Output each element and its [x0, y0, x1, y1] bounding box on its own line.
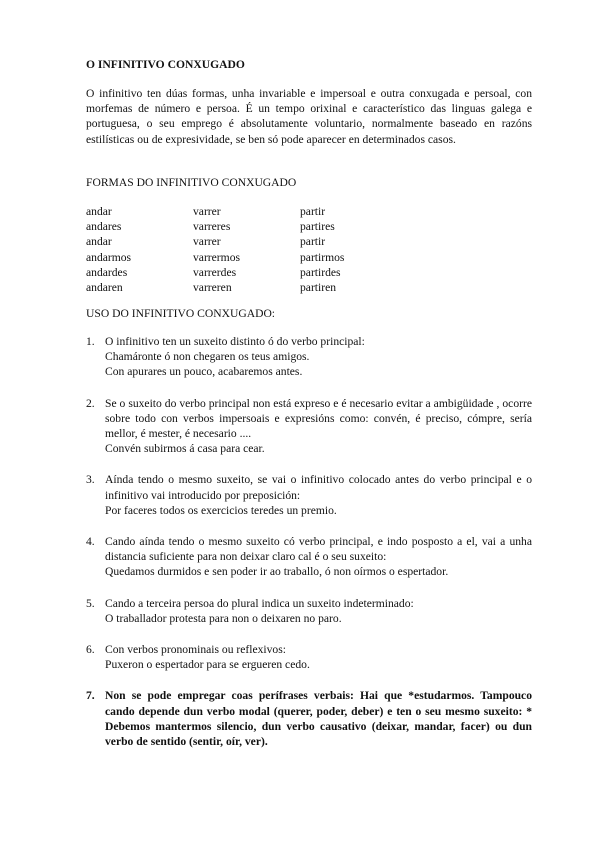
page-title: O INFINITIVO CONXUGADO — [86, 58, 245, 71]
use-example: Por faceres todos os exercicios teredes un premio. — [105, 503, 337, 517]
form-cell: varreres — [193, 220, 231, 234]
use-number: 5. — [86, 596, 95, 610]
form-cell: varrer — [193, 235, 221, 249]
forms-row — [86, 280, 344, 295]
forms-row — [86, 219, 344, 234]
form-cell: varrer — [193, 205, 221, 218]
use-number: 6. — [86, 643, 95, 657]
use-rule: Se o suxeito do verbo principal non está expreso e é necesario evitar a ambigüidade , ocorre sobre todo con verbos impersoais e expresións como: convén, é preciso, cómpre, sería mellor, é mester, é necesario .... — [105, 396, 532, 441]
form-cell: andaren — [86, 281, 123, 295]
use-example: Puxeron o espertador para se ergueren cedo. — [105, 658, 310, 672]
form-cell: partires — [300, 220, 335, 234]
form-cell: partirdes — [300, 265, 341, 279]
use-rule: O infinitivo ten un suxeito distinto ó do verbo principal: — [105, 335, 365, 348]
forms-row — [86, 250, 344, 265]
use-item — [86, 642, 532, 672]
use-rule: Non se pode empregar coas perífrases verbais: Hai que *estudarmos. Tampouco cando depende dun verbo modal (querer, poder, deber) e ten o seu mesmo suxeito: * Debemos mantermos silencio, dun verbo causativo (deixar, mandar, facer) ou dun verbo de sentido (sentir, oír, ver). — [105, 689, 532, 749]
form-cell: andarmos — [86, 250, 132, 264]
form-cell: partir — [300, 235, 326, 249]
use-rule: Aínda tendo o mesmo suxeito, se vai o infinitivo colocado antes do verbo principal e o infinitivo vai introducido por preposición: — [105, 473, 532, 502]
form-cell: andar — [86, 235, 112, 249]
form-cell: andares — [86, 220, 122, 234]
forms-row — [86, 234, 344, 249]
use-rule: Cando aínda tendo o mesmo suxeito có verbo principal, e indo posposto a el, vai a unha distancia suficiente para non deixar claro cal é o seu suxeito: — [105, 535, 532, 564]
use-example: O traballador protesta para non o deixaren no paro. — [105, 611, 342, 625]
uses-list — [86, 334, 532, 765]
form-cell: partiren — [300, 281, 337, 295]
use-number: 4. — [86, 535, 95, 549]
forms-table — [86, 204, 344, 295]
use-example: Convén subirmos á casa para cear. — [105, 442, 265, 456]
use-example: Con apurares un pouco, acabaremos antes. — [105, 365, 303, 379]
use-rule: Con verbos pronominais ou reflexivos: — [105, 643, 286, 657]
use-item — [86, 688, 532, 749]
use-rule: Cando a terceira persoa do plural indica un suxeito indeterminado: — [105, 596, 414, 610]
form-cell: partirmos — [300, 250, 345, 264]
form-cell: varreren — [193, 281, 232, 295]
use-item — [86, 334, 532, 380]
use-number: 3. — [86, 473, 95, 487]
use-item — [86, 534, 532, 580]
form-cell: andardes — [86, 265, 128, 279]
use-item — [86, 596, 532, 626]
use-number: 1. — [86, 335, 95, 348]
intro-paragraph — [86, 86, 532, 147]
form-cell: andar — [86, 205, 112, 218]
form-cell: partir — [300, 205, 326, 218]
forms-row — [86, 204, 344, 219]
forms-heading: FORMAS DO INFINITIVO CONXUGADO — [86, 176, 297, 189]
use-example: Quedamos durmidos e sen poder ir ao traballo, ó non oírmos o espertador. — [105, 565, 449, 579]
use-number: 7. — [86, 689, 95, 703]
form-cell: varrermos — [193, 250, 240, 264]
use-number: 2. — [86, 396, 95, 410]
intro-text: O infinitivo ten dúas formas, unha invariable e impersoal e outra conxugada e persoal, con morfemas de número e persoa. É un tempo orixinal e característico das linguas galega e portuguesa, o seu emprego é absolutamente voluntario, normalmente baseado en razóns estilísticas ou de expresividade, se ben só pode aparecer en determinados casos. — [86, 87, 532, 146]
use-example: Chamáronte ó non chegaren os teus amigos. — [105, 350, 310, 364]
use-item — [86, 396, 532, 457]
uses-heading: USO DO INFINITIVO CONXUGADO: — [86, 307, 276, 320]
forms-row — [86, 265, 344, 280]
form-cell: varrerdes — [193, 265, 237, 279]
use-item — [86, 472, 532, 518]
